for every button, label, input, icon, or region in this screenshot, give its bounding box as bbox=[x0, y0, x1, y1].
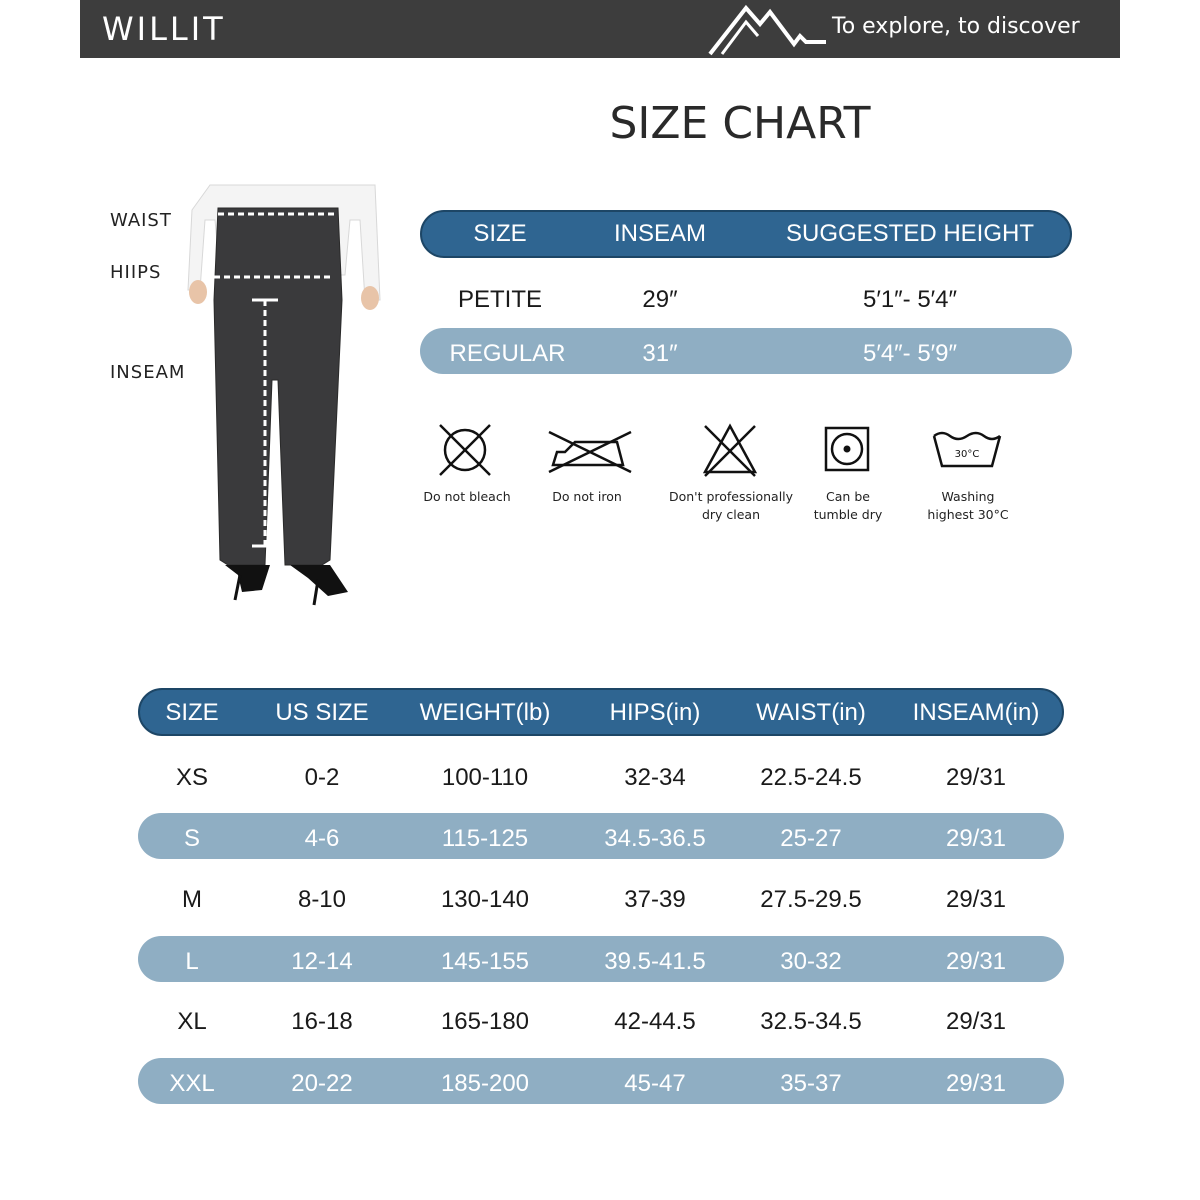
size-cell-inseam: 29/31 bbox=[945, 1070, 1007, 1097]
no-dry-clean-icon bbox=[685, 420, 775, 480]
size-cell-waist: 35-37 bbox=[780, 1070, 842, 1097]
size-cell-size: XS bbox=[175, 764, 208, 791]
care-label-tumble-dry-2: tumble dry bbox=[813, 507, 883, 522]
wash-30-icon bbox=[922, 420, 1012, 480]
size-cell-hips: 34.5-36.5 bbox=[604, 825, 706, 852]
fit-header-height: SUGGESTED HEIGHT bbox=[785, 220, 1035, 247]
hips-label: HIIPS bbox=[110, 262, 162, 283]
care-label-no-dry-clean-1: Don't professionally bbox=[668, 489, 794, 504]
size-cell-size: M bbox=[182, 886, 202, 913]
size-cell-weight: 145-155 bbox=[440, 948, 530, 975]
size-cell-inseam: 29/31 bbox=[945, 825, 1007, 852]
brand-logo[interactable]: WILLIT bbox=[102, 10, 226, 48]
fit-header-inseam: INSEAM bbox=[613, 220, 706, 247]
size-cell-hips: 37-39 bbox=[624, 886, 686, 913]
size-cell-size: L bbox=[185, 948, 199, 975]
size-cell-inseam: 29/31 bbox=[945, 948, 1007, 975]
size-cell-us-size: 20-22 bbox=[291, 1070, 353, 1097]
care-label-wash-2: highest 30°C bbox=[927, 507, 1009, 522]
size-cell-size: S bbox=[183, 825, 200, 852]
no-iron-icon bbox=[545, 420, 635, 480]
size-header-inseam: INSEAM(in) bbox=[912, 699, 1040, 726]
fit-regular-height: 5′4″- 5′9″ bbox=[862, 340, 958, 367]
header-bar bbox=[80, 0, 1120, 58]
size-cell-hips: 45-47 bbox=[624, 1070, 686, 1097]
size-cell-inseam: 29/31 bbox=[945, 764, 1007, 791]
size-cell-inseam: 29/31 bbox=[945, 886, 1007, 913]
size-header-us-size: US SIZE bbox=[275, 699, 369, 726]
fit-petite-size: PETITE bbox=[457, 286, 542, 313]
size-cell-weight: 165-180 bbox=[440, 1008, 530, 1035]
tagline: To explore, to discover bbox=[832, 14, 1080, 39]
size-cell-weight: 185-200 bbox=[440, 1070, 530, 1097]
size-cell-hips: 42-44.5 bbox=[614, 1008, 696, 1035]
size-header-weight: WEIGHT(lb) bbox=[419, 699, 551, 726]
care-label-no-iron: Do not iron bbox=[552, 489, 622, 504]
size-cell-size: XL bbox=[177, 1008, 207, 1035]
care-label-no-dry-clean-2: dry clean bbox=[701, 507, 761, 522]
size-cell-waist: 22.5-24.5 bbox=[760, 764, 862, 791]
fit-header-size: SIZE bbox=[473, 220, 527, 247]
size-cell-waist: 32.5-34.5 bbox=[760, 1008, 862, 1035]
fit-regular-size: REGULAR bbox=[449, 340, 566, 367]
size-header-hips: HIPS(in) bbox=[609, 699, 701, 726]
size-cell-us-size: 0-2 bbox=[304, 764, 340, 791]
size-header-waist: WAIST(in) bbox=[756, 699, 866, 726]
size-cell-inseam: 29/31 bbox=[945, 1008, 1007, 1035]
no-bleach-icon bbox=[420, 420, 510, 480]
care-label-no-bleach: Do not bleach bbox=[423, 489, 511, 504]
inseam-label: INSEAM bbox=[110, 362, 186, 383]
fit-petite-height: 5′1″- 5′4″ bbox=[862, 286, 958, 313]
size-cell-us-size: 16-18 bbox=[291, 1008, 353, 1035]
model-figure-image bbox=[180, 180, 385, 610]
size-header-size: SIZE bbox=[165, 699, 219, 726]
tumble-dry-icon bbox=[802, 420, 892, 480]
size-cell-us-size: 8-10 bbox=[297, 886, 347, 913]
size-cell-us-size: 12-14 bbox=[291, 948, 353, 975]
size-cell-waist: 30-32 bbox=[780, 948, 842, 975]
size-cell-hips: 39.5-41.5 bbox=[604, 948, 706, 975]
size-cell-weight: 100-110 bbox=[441, 764, 529, 791]
waist-label: WAIST bbox=[110, 210, 172, 231]
size-cell-weight: 115-125 bbox=[441, 825, 529, 852]
size-cell-waist: 27.5-29.5 bbox=[760, 886, 862, 913]
wash-temperature-badge: 30°C bbox=[954, 449, 980, 460]
size-cell-us-size: 4-6 bbox=[304, 825, 340, 852]
mountain-icon bbox=[708, 2, 828, 56]
care-label-tumble-dry-1: Can be bbox=[826, 489, 870, 504]
fit-petite-inseam: 29″ bbox=[642, 286, 678, 313]
size-cell-hips: 32-34 bbox=[624, 764, 686, 791]
fit-regular-inseam: 31″ bbox=[642, 340, 678, 367]
care-label-wash-1: Washing bbox=[941, 489, 995, 504]
page-title: SIZE CHART bbox=[609, 98, 871, 149]
size-cell-weight: 130-140 bbox=[440, 886, 530, 913]
size-cell-size: XXL bbox=[169, 1070, 215, 1097]
size-cell-waist: 25-27 bbox=[780, 825, 842, 852]
